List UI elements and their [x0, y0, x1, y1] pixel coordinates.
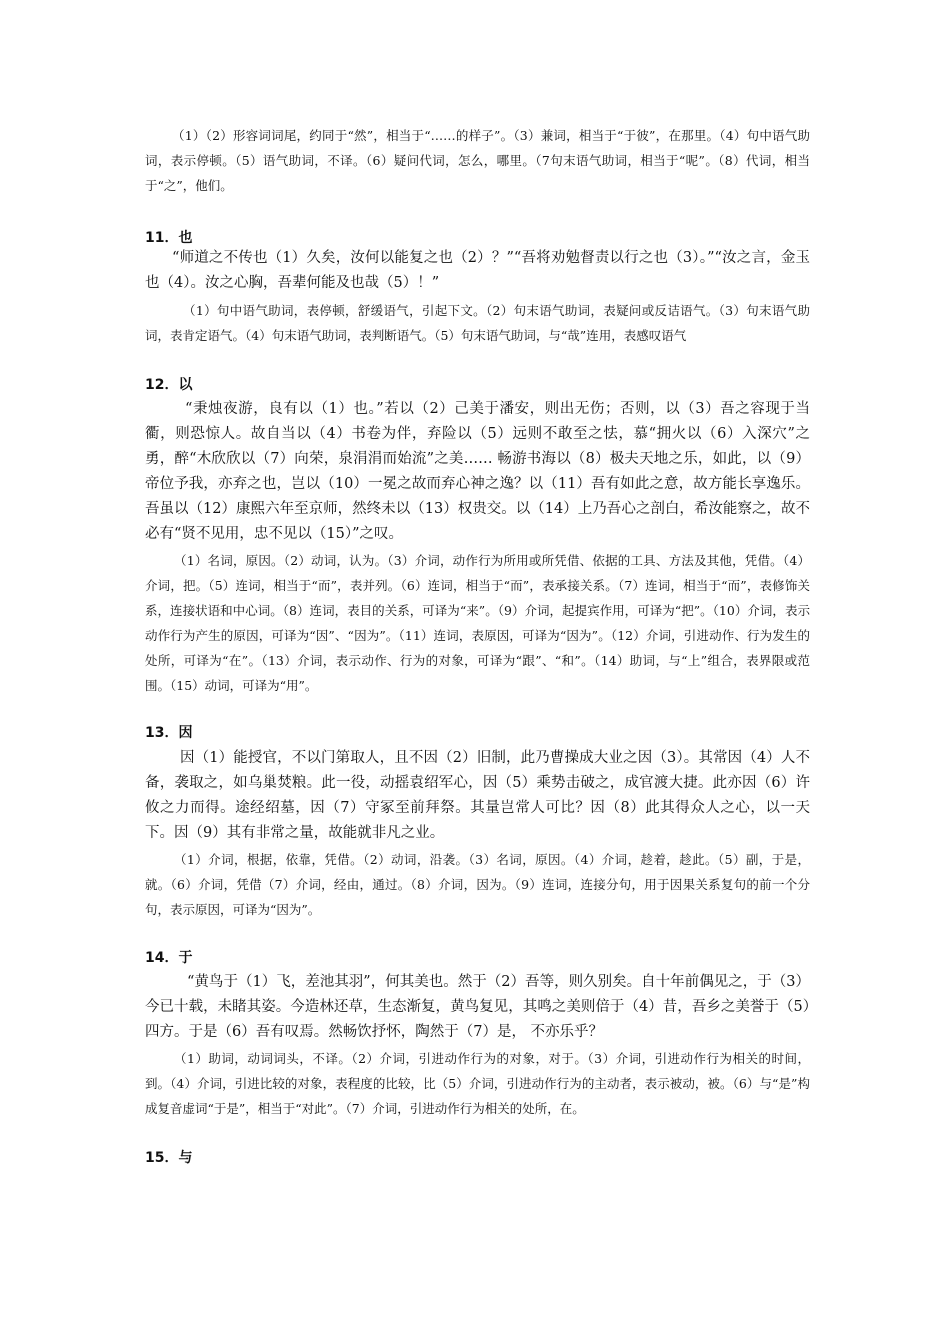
section-note-13: （1）介词，根据，依靠，凭借。（2）动词，沿袭。（3）名词，原因。（4）介词，趁着，趁此。（5）副，于是，就。（6）介词，凭借（7）介词，经由，通过。（8）介词，因为。（9）连词，连接分句，用于因果关系复句的前一个分句，表示原因，可译为“因为”。	[145, 852, 810, 917]
section-body-11: “师道之不传也（1）久矣，汝何以能复之也（2）？”“吾将劝勉督责以行之也（3）。”“汝之言，金玉也（4）。汝之心胸，吾辈何能及也哉（5）！”	[145, 250, 810, 291]
section-heading-12: 12．以	[145, 377, 193, 393]
section-heading-13: 13．因	[145, 725, 193, 741]
section-body-12: “秉烛夜游，良有以（1）也。”若以（2）己美于潘安，则出无伤；否则，以（3）吾之容现于当衢，则恐惊人。故自当以（4）书卷为伴，弃险以（5）远则不敢至之怯，慕“拥火以（6）入深穴”之勇，醉“木欣欣以（7）向荣，泉涓涓而始流”之美…… 畅游书海以（8）极夫天地之乐，如此，以（9）帝位予我，亦弃之也，岂以（10）一冕之故而弃心神之逸？以（11）吾有如此之意，故方能长享逸乐。吾虽以（12）康熙六年至京师，然终未以（13）权贵交。以（14）上乃吾心之剖白，希汝能察之，故不必有“贤不见用，忠不见以（15）”之叹。	[145, 401, 810, 542]
section-heading-15: 15．与	[145, 1150, 193, 1166]
section-note-11: （1）句中语气助词，表停顿，舒缓语气，引起下文。（2）句末语气助词，表疑问或反诘语气。（3）句末语气助词，表肯定语气。（4）句末语气助词，表判断语气。（5）句末语气助词，与“哉”连用，表感叹语气	[145, 303, 810, 343]
section-body-13: 因（1）能授官，不以门第取人，且不因（2）旧制，此乃曹操成大业之因（3）。其常因（4）人不备，袭取之，如乌巢焚粮。此一役，动摇袁绍军心，因（5）乘势击破之，成官渡大捷。此亦因（6）许攸之力而得。途经绍墓，因（7）守冢至前拜祭。其量岂常人可比？因（8）此其得众人之心，以一天下。因（9）其有非常之量，故能就非凡之业。	[145, 750, 810, 841]
section-heading-14: 14．于	[145, 950, 193, 966]
section-note-14: （1）助词，动词词头，不译。（2）介词，引进动作行为的对象，对于。（3）介词，引进动作行为相关的时间，到。（4）介词，引进比较的对象，表程度的比较，比（5）介词，引进动作行为的主动者，表示被动，被。（6）与“是”构成复音虚词“于是”，相当于“对此”。（7）介词，引进动作行为相关的处所，在。	[145, 1051, 810, 1116]
section-note-12: （1）名词，原因。（2）动词，认为。（3）介词，动作行为所用或所凭借、依据的工具、方法及其他，凭借。（4）介词，把。（5）连词，相当于“而”，表并列。（6）连词，相当于“而”，表承接关系。（7）连词，相当于“而”，表修饰关系，连接状语和中心词。（8）连词，表目的关系，可译为“来”。（9）介词，起提宾作用，可译为“把”。（10）介词，表示动作行为产生的原因，可译为“因”、“因为”。（11）连词，表原因，可译为“因为”。（12）介词，引进动作、行为发生的处所，可译为“在”。（13）介词，表示动作、行为的对象，可译为“跟”、“和”。（14）助词，与“上”组合，表界限或范围。（15）动词，可译为“用”。	[145, 553, 810, 693]
intro-note: （1）（2）形容词词尾，约同于“然”，相当于“……的样子”。（3）兼词，相当于“于彼”，在那里。（4）句中语气助词，表示停顿。（5）语气助词，不译。（6）疑问代词，怎么，哪里。（7句末语气助词，相当于“呢”。（8）代词，相当于“之”，他们。	[145, 128, 810, 193]
section-body-14: “黄鸟于（1）飞，差池其羽”，何其美也。然于（2）吾等，则久别矣。自十年前偶见之，于（3）今已十载，未睹其姿。今造林还草，生态渐复，黄鸟复见，其鸣之美则倍于（4）昔，吾乡之美誉于（5）四方。于是（6）吾有叹焉。然畅饮抒怀，陶然于（7）是， 不亦乐乎？	[145, 974, 810, 1040]
section-heading-11: 11．也	[145, 230, 193, 246]
